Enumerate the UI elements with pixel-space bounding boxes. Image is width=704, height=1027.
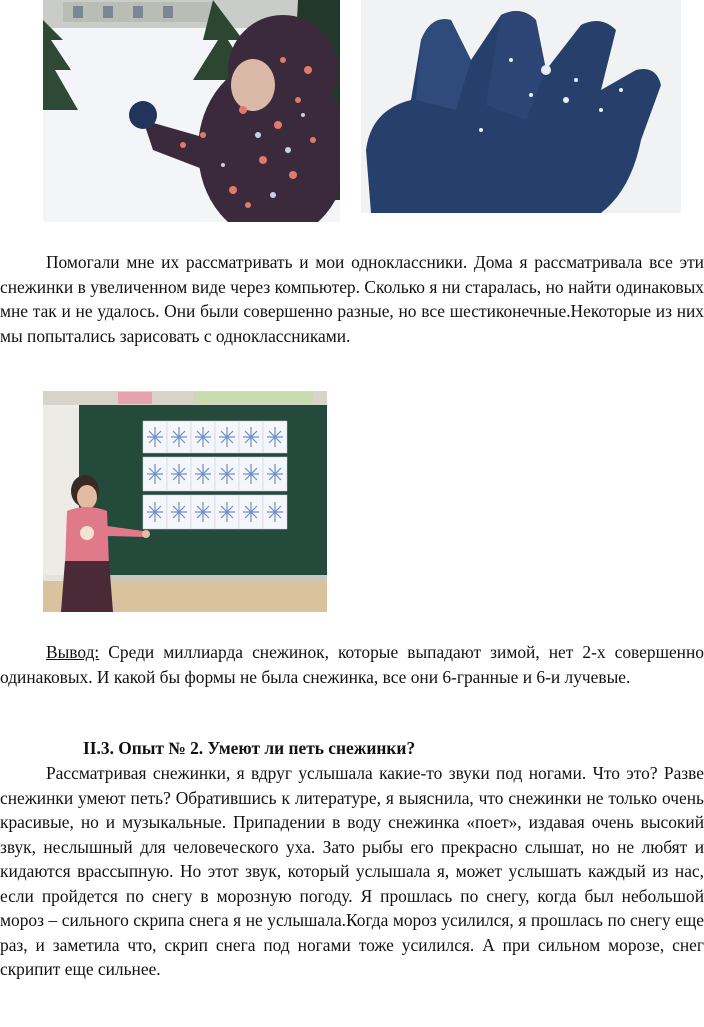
photo-blackboard [43, 391, 327, 612]
paragraph-singing-snowflakes: Рассматривая снежинки, я вдруг услышала какие-то звуки под ногами. Что это? Разве снежинки умеют петь? Обратившись к литературе, я выяснила, что снежинки не только очень красивые, но и музыкальные. Припадении в воду снежинка «поет», издавая очень высокий звук, неслышный для человеческого уха. Зато рыбы его прекрасно слышат, но не любят и кидаются врассыпную. Но этот звук, который услышала я, может услышать каждый из нас, если пройдется по снегу в морозную погоду. Я прошлась по снегу, когда был небольшой мороз – сильного скрипа снега я не услышала.Когда мороз усилился, я прошлась по снегу еще раз, и заметила что, скрип снега под ногами тоже усилился. А при сильном морозе, снег скрипит еще сильнее. [0, 763, 704, 979]
conclusion-paragraph [0, 640, 704, 689]
conclusion-text: Среди миллиарда снежинок, которые выпадают зимой, нет 2-х совершенно одинаковых. И какой бы формы не была снежинка, все они 6-гранные и 6-и лучевые. [0, 642, 704, 687]
conclusion-label: Вывод: [46, 642, 100, 662]
photo-glove [361, 0, 681, 213]
section-heading: II.3. Опыт № 2. Умеют ли петь снежинки? [83, 738, 416, 758]
paragraph-classmates: Помогали мне их рассматривать и мои одноклассники. Дома я рассматривала все эти снежинки в увеличенном виде через компьютер. Сколько я ни старалась, но найти одинаковых мне так и не удалось. Они были совершенно разные, но все шестиконечные.Некоторые из них мы попытались зарисовать с одноклассниками. [0, 252, 704, 346]
photo-girl-outdoor [43, 0, 340, 222]
